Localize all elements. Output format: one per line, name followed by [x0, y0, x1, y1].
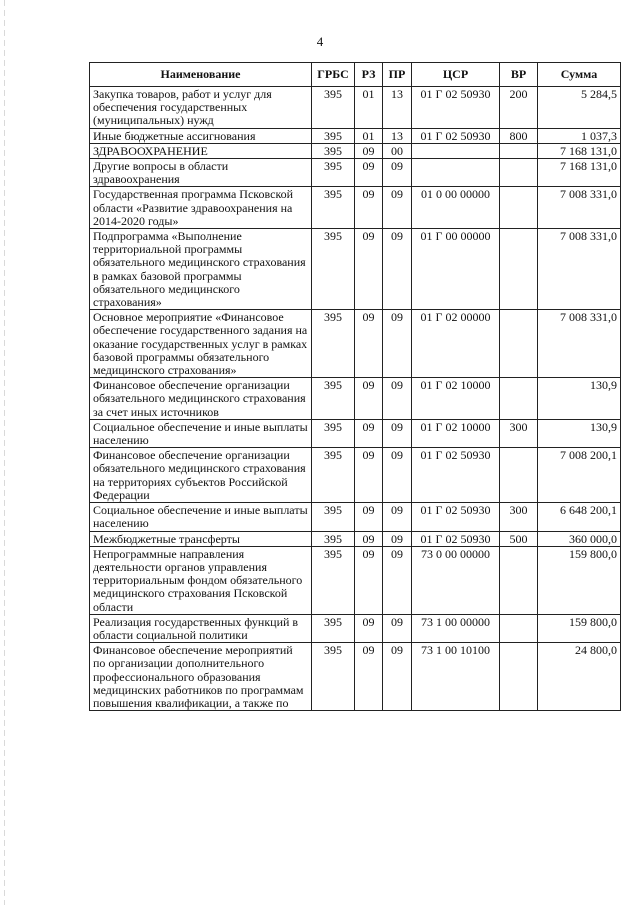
table-row [90, 159, 621, 187]
cell-csr: 01 Г 02 50930 [412, 448, 500, 503]
cell-csr: 01 0 00 00000 [412, 187, 500, 229]
cell-name: Социальное обеспечение и иные выплаты населению [90, 419, 312, 447]
table-header [90, 63, 621, 87]
cell-rz: 09 [355, 546, 383, 614]
cell-vr: 500 [500, 531, 538, 546]
cell-rz: 09 [355, 448, 383, 503]
cell-rz: 09 [355, 643, 383, 711]
cell-rz: 01 [355, 128, 383, 143]
cell-name: Финансовое обеспечение мероприятий по организации дополнительного профессионального образования медицинских работников по программам повышения квалификации, а также по [90, 643, 312, 711]
cell-grbs: 395 [312, 310, 355, 378]
cell-name: Подпрограмма «Выполнение территориальной программы обязательного медицинского страхования в рамках базовой программы обязательного медицинского страхования» [90, 229, 312, 310]
cell-grbs: 395 [312, 378, 355, 420]
cell-vr [500, 643, 538, 711]
cell-rz: 01 [355, 87, 383, 129]
table-row [90, 378, 621, 420]
cell-pr: 13 [383, 87, 412, 129]
cell-vr [500, 546, 538, 614]
table-row [90, 128, 621, 143]
cell-grbs: 395 [312, 546, 355, 614]
cell-vr [500, 310, 538, 378]
table-row [90, 143, 621, 158]
table-row [90, 87, 621, 129]
cell-vr [500, 229, 538, 310]
table-row [90, 187, 621, 229]
cell-sum: 24 800,0 [538, 643, 621, 711]
cell-rz: 09 [355, 159, 383, 187]
cell-csr: 01 Г 02 00000 [412, 310, 500, 378]
header-pr: ПР [383, 63, 412, 87]
cell-pr: 09 [383, 448, 412, 503]
header-row [90, 63, 621, 87]
header-rz: РЗ [355, 63, 383, 87]
cell-csr: 01 Г 02 50930 [412, 531, 500, 546]
cell-name: Финансовое обеспечение организации обязательного медицинского страхования за счет иных источников [90, 378, 312, 420]
cell-rz: 09 [355, 503, 383, 531]
cell-name: Основное мероприятие «Финансовое обеспечение государственного задания на оказание государственных услуг в рамках базовой программы обязательного медицинского страхования» [90, 310, 312, 378]
cell-vr [500, 159, 538, 187]
cell-csr: 01 Г 02 50930 [412, 128, 500, 143]
table-row [90, 614, 621, 642]
cell-rz: 09 [355, 419, 383, 447]
cell-name: Закупка товаров, работ и услуг для обеспечения государственных (муниципальных) нужд [90, 87, 312, 129]
cell-pr: 09 [383, 614, 412, 642]
cell-csr [412, 143, 500, 158]
cell-rz: 09 [355, 378, 383, 420]
cell-sum: 7 008 331,0 [538, 187, 621, 229]
cell-grbs: 395 [312, 187, 355, 229]
header-grbs: ГРБС [312, 63, 355, 87]
cell-grbs: 395 [312, 128, 355, 143]
table-row [90, 531, 621, 546]
cell-sum: 360 000,0 [538, 531, 621, 546]
cell-pr: 09 [383, 503, 412, 531]
cell-grbs: 395 [312, 87, 355, 129]
cell-pr: 09 [383, 531, 412, 546]
cell-sum: 7 008 331,0 [538, 310, 621, 378]
page-number: 4 [316, 34, 324, 49]
cell-grbs: 395 [312, 159, 355, 187]
cell-sum: 130,9 [538, 378, 621, 420]
cell-vr: 200 [500, 87, 538, 129]
cell-grbs: 395 [312, 614, 355, 642]
cell-pr: 09 [383, 546, 412, 614]
cell-vr [500, 143, 538, 158]
cell-vr: 300 [500, 419, 538, 447]
cell-sum: 159 800,0 [538, 546, 621, 614]
cell-csr: 01 Г 02 10000 [412, 419, 500, 447]
cell-rz: 09 [355, 229, 383, 310]
cell-grbs: 395 [312, 229, 355, 310]
cell-csr: 73 0 00 00000 [412, 546, 500, 614]
cell-pr: 09 [383, 187, 412, 229]
cell-pr: 09 [383, 419, 412, 447]
cell-grbs: 395 [312, 643, 355, 711]
cell-grbs: 395 [312, 143, 355, 158]
cell-grbs: 395 [312, 419, 355, 447]
cell-sum: 159 800,0 [538, 614, 621, 642]
cell-name: Другие вопросы в области здравоохранения [90, 159, 312, 187]
cell-vr [500, 187, 538, 229]
cell-name: Реализация государственных функций в области социальной политики [90, 614, 312, 642]
cell-rz: 09 [355, 531, 383, 546]
cell-pr: 09 [383, 310, 412, 378]
cell-csr [412, 159, 500, 187]
table-row [90, 643, 621, 711]
cell-sum: 7 008 331,0 [538, 229, 621, 310]
cell-rz: 09 [355, 614, 383, 642]
cell-vr: 300 [500, 503, 538, 531]
cell-vr [500, 448, 538, 503]
cell-sum: 7 008 200,1 [538, 448, 621, 503]
cell-sum: 7 168 131,0 [538, 143, 621, 158]
cell-name: Иные бюджетные ассигнования [90, 128, 312, 143]
cell-name: ЗДРАВООХРАНЕНИЕ [90, 143, 312, 158]
table-row [90, 546, 621, 614]
cell-vr: 800 [500, 128, 538, 143]
scan-edge-artifact [4, 0, 5, 905]
cell-grbs: 395 [312, 531, 355, 546]
table-row [90, 229, 621, 310]
cell-csr: 01 Г 02 10000 [412, 378, 500, 420]
cell-csr: 01 Г 02 50930 [412, 503, 500, 531]
cell-pr: 09 [383, 229, 412, 310]
cell-rz: 09 [355, 143, 383, 158]
cell-grbs: 395 [312, 448, 355, 503]
cell-pr: 09 [383, 159, 412, 187]
table-row [90, 448, 621, 503]
cell-csr: 01 Г 00 00000 [412, 229, 500, 310]
cell-csr: 01 Г 02 50930 [412, 87, 500, 129]
header-sum: Сумма [538, 63, 621, 87]
cell-pr: 00 [383, 143, 412, 158]
header-csr: ЦСР [412, 63, 500, 87]
cell-grbs: 395 [312, 503, 355, 531]
cell-name: Финансовое обеспечение организации обязательного медицинского страхования на территориях субъектов Российской Федерации [90, 448, 312, 503]
header-name: Наименование [90, 63, 312, 87]
cell-sum: 5 284,5 [538, 87, 621, 129]
cell-sum: 130,9 [538, 419, 621, 447]
cell-name: Непрограммные направления деятельности органов управления территориальным фондом обязательного медицинского страхования Псковской области [90, 546, 312, 614]
cell-name: Государственная программа Псковской области «Развитие здравоохранения на 2014-2020 годы» [90, 187, 312, 229]
cell-csr: 73 1 00 00000 [412, 614, 500, 642]
cell-name: Межбюджетные трансферты [90, 531, 312, 546]
cell-sum: 6 648 200,1 [538, 503, 621, 531]
cell-pr: 09 [383, 643, 412, 711]
cell-sum: 7 168 131,0 [538, 159, 621, 187]
table-row [90, 310, 621, 378]
cell-csr: 73 1 00 10100 [412, 643, 500, 711]
budget-table [89, 62, 621, 711]
cell-rz: 09 [355, 187, 383, 229]
cell-rz: 09 [355, 310, 383, 378]
header-vr: ВР [500, 63, 538, 87]
cell-sum: 1 037,3 [538, 128, 621, 143]
cell-pr: 09 [383, 378, 412, 420]
cell-name: Социальное обеспечение и иные выплаты населению [90, 503, 312, 531]
cell-vr [500, 614, 538, 642]
table-row [90, 503, 621, 531]
table-body [90, 87, 621, 711]
cell-pr: 13 [383, 128, 412, 143]
cell-vr [500, 378, 538, 420]
table-row [90, 419, 621, 447]
